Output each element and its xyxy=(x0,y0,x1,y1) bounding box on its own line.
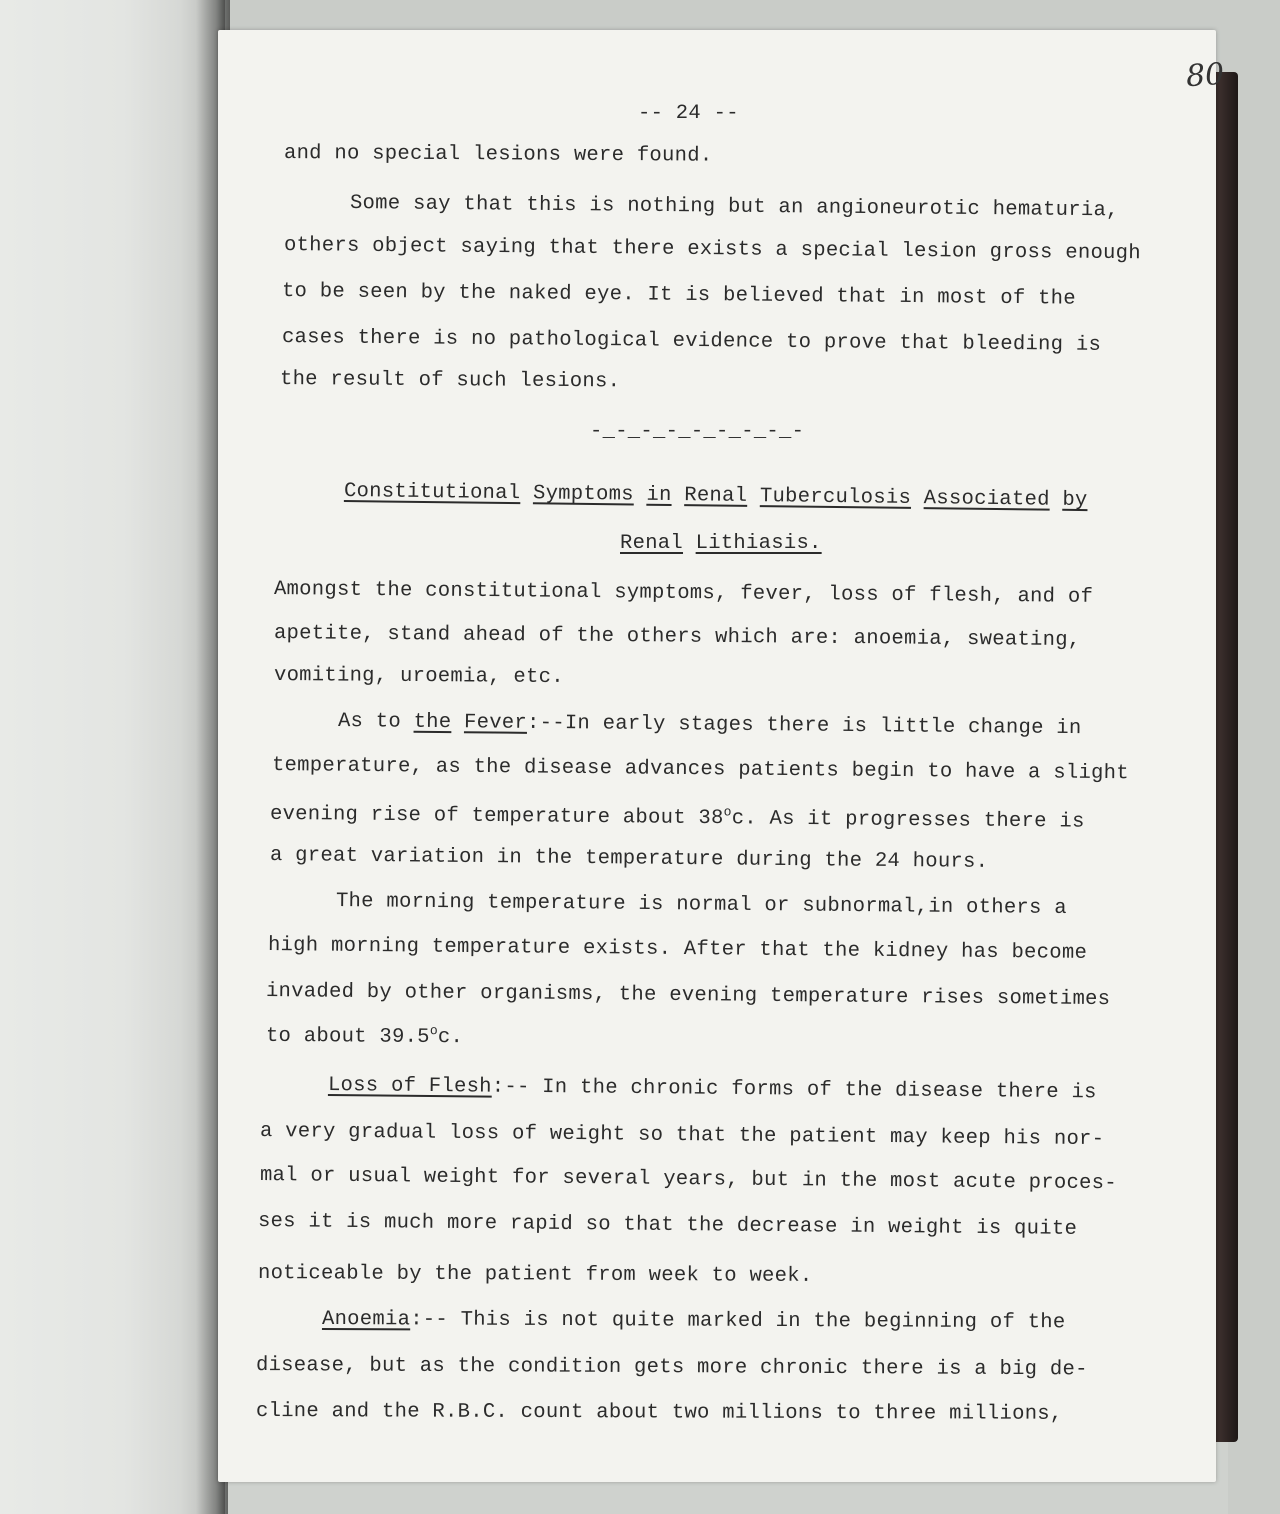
text-run: :-- This is not quite marked in the beginning of the xyxy=(410,1308,1066,1335)
text-line: the result of such lesions. xyxy=(279,368,621,394)
text-line: vomiting, uroemia, etc. xyxy=(273,664,564,690)
degree-sign: o xyxy=(723,804,732,820)
text-line: a very gradual loss of weight so that the patient may keep his nor- xyxy=(259,1120,1105,1152)
page-number: -- 24 -- xyxy=(638,102,739,125)
heading-word: by xyxy=(1062,488,1088,513)
text-line: Some say that this is nothing but an angioneurotic hematuria, xyxy=(349,192,1119,223)
heading-word: Lithiasis. xyxy=(695,532,822,555)
text-line: apetite, stand ahead of the others which are: anoemia, sweating, xyxy=(273,622,1081,653)
text-line: ses it is much more rapid so that the decrease in weight is quite xyxy=(257,1210,1078,1241)
text-line: and no special lesions were found. xyxy=(283,142,713,168)
subheading-word: Loss of Flesh xyxy=(327,1074,492,1099)
heading-word: Renal xyxy=(620,532,684,555)
text-line: noticeable by the patient from week to week. xyxy=(257,1262,813,1288)
document-page xyxy=(218,30,1226,1482)
heading-word: Associated xyxy=(923,487,1050,512)
text-line xyxy=(328,1074,1097,1104)
text-line: cases there is no pathological evidence to prove that bleeding is xyxy=(281,326,1102,357)
text-line: cline and the R.B.C. count about two millions to three millions, xyxy=(255,1400,1063,1426)
heading-word: Tuberculosis xyxy=(759,485,912,510)
text-line: disease, but as the condition gets more chronic there is a big de- xyxy=(255,1354,1088,1382)
section-heading xyxy=(344,480,1088,512)
text-line xyxy=(270,800,1085,834)
heading-word: Symptoms xyxy=(532,482,634,507)
subheading-word: the xyxy=(413,710,452,735)
facing-page-left xyxy=(0,0,225,1514)
text-run: :-- In the chronic forms of the disease there is xyxy=(491,1075,1097,1105)
text-line: high morning temperature exists. After that the kidney has become xyxy=(267,934,1088,965)
text-line: a great variation in the temperature during the 24 hours. xyxy=(269,844,989,874)
subheading-word: Anoemia xyxy=(321,1308,411,1332)
text-run: As to xyxy=(337,710,414,734)
text-line: The morning temperature is normal or subnormal,in others a xyxy=(335,890,1067,921)
heading-word: Constitutional xyxy=(343,480,521,506)
heading-word: Renal xyxy=(684,484,748,508)
text-run: c. As it progresses there is xyxy=(731,807,1085,834)
text-line: Amongst the constitutional symptoms, fever, loss of flesh, and of xyxy=(273,578,1094,609)
text-line: others object saying that there exists a special lesion gross enough xyxy=(283,234,1142,266)
subheading-word: Fever xyxy=(463,711,528,735)
text-line: temperature, as the disease advances patients begin to have a slight xyxy=(271,754,1130,786)
text-run: to about 39.5 xyxy=(265,1024,430,1049)
text-run: evening rise of temperature about 38 xyxy=(269,802,724,831)
text-line: to be seen by the naked eye. It is believed that in most of the xyxy=(281,280,1077,311)
text-line xyxy=(266,1022,463,1049)
text-run xyxy=(451,711,464,734)
degree-sign: o xyxy=(429,1023,439,1039)
text-line: invaded by other organisms, the evening temperature rises sometimes xyxy=(265,980,1111,1012)
section-divider: -_-_-_-_-_-_-_-_- xyxy=(590,420,805,443)
section-heading-continued xyxy=(620,532,822,555)
handwritten-folio-number: 80 xyxy=(1184,56,1226,95)
text-line xyxy=(338,710,1082,740)
heading-word: in xyxy=(646,483,672,508)
text-run: c. xyxy=(437,1026,464,1050)
text-line xyxy=(322,1308,1066,1334)
text-run: :--In early stages there is little change in xyxy=(526,711,1082,741)
text-line: mal or usual weight for several years, but in the most acute proces- xyxy=(259,1164,1118,1196)
